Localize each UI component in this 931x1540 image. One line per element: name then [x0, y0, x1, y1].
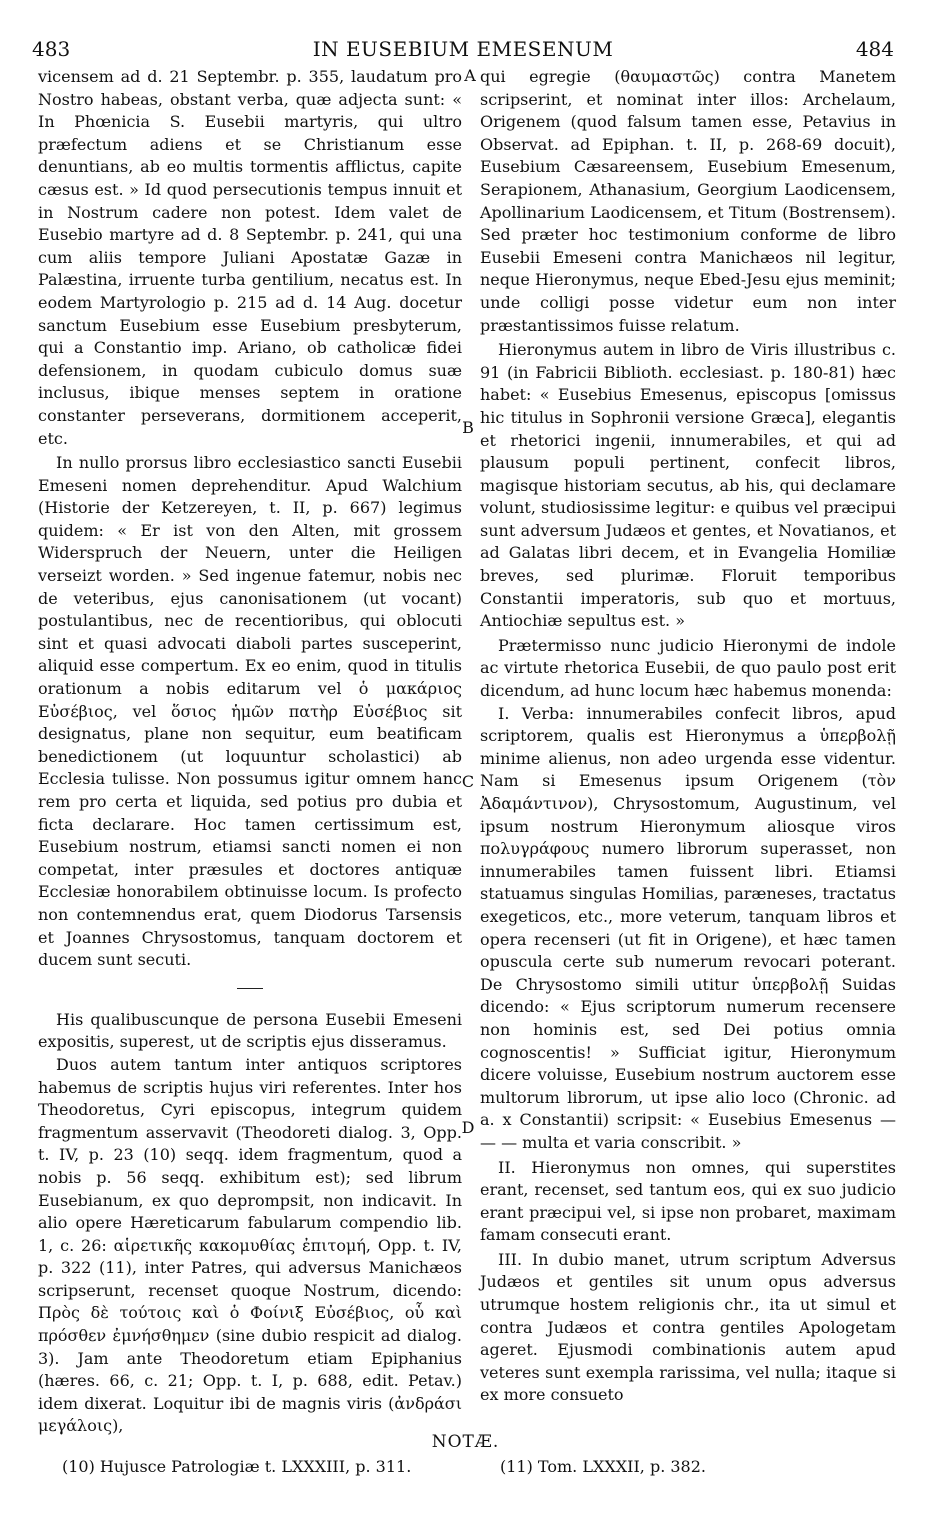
notes-heading: NOTÆ.	[431, 1432, 500, 1452]
footnote-10: (10) Hujusce Patrologiæ t. LXXXIII, p. 311.	[62, 1457, 412, 1476]
right-column	[480, 66, 896, 1407]
left-paragraph-3: His qualibuscunque de persona Eusebii Emeseni expositis, superest, ut de scriptis ejus disseramus.	[38, 1009, 462, 1052]
margin-letter-c: C	[461, 772, 475, 791]
right-paragraph-1: qui egregie (θαυμαστῶς) contra Manetem scripserint, et nominat inter illos: Archelaum, Origenem (quod falsum tamen esse, Petavius in Observat. ad Epiphan. t. II, p. 268-69 docuit), Eusebium Cæsareensem, Eusebium Emesenum, Serapionem, Athanasium, Georgium Laodicensem, Apollinarium Laodicensem, et Titum (Bostrensem). Sed præter hoc testimonium conforme de libro Eusebii Emeseni contra Manichæos nil legitur, neque Hieronymus, neque Ebed-Jesu ejus meminit; unde colligi posse videtur eum non inter præstantissimos fuisse relatum.	[480, 67, 896, 335]
margin-letter-a: A	[464, 66, 476, 85]
left-paragraph-4: Duos autem tantum inter antiquos scriptores habemus de scriptis hujus viri referentes. Inter hos Theodoretus, Cyri episcopus, integrum quidem fragmentum asservavit (Theodoreti dialog. 3, Opp. t. IV, p. 23 (10) seqq. idem fragmentum, quod a nobis p. 56 seqq. exhibitum est); sed librum Eusebianum, ex quo deprompsit, non indicavit. In alio opere Hæreticarum fabularum compendio lib. 1, c. 26: αἱρετικῆς κακομυθίας ἐπιτομή, Opp. t. IV, p. 322 (11), inter Patres, qui adversus Manichæos scripserunt, recenset quoque Nostrum, dicendo: Πρὸς δὲ τούτοις καὶ ὁ Φοίνιξ Εὐσέβιος, οὗ καὶ πρόσθεν ἐμνήσθημεν (sine dubio respicit ad dialog. 3). Jam ante Theodoretum etiam Epiphanius (hæres. 66, c. 21; Opp. t. I, p. 688, edit. Petav.) idem dixerat. Loquitur ibi de magnis viris (ἀνδράσι μεγάλοις),	[38, 1054, 462, 1436]
footnote-11: (11) Tom. LXXXII, p. 382.	[500, 1457, 706, 1476]
right-paragraph-5: II. Hieronymus non omnes, qui superstites erant, recenset, sed tantum eos, qui ex suo judicio erant præcipui vel, si ipse non probaret, maximam famam consecuti erant.	[480, 1157, 896, 1245]
margin-letter-d: D	[461, 1118, 475, 1137]
margin-letter-b: B	[462, 418, 474, 437]
right-paragraph-2: Hieronymus autem in libro de Viris illustribus c. 91 (in Fabricii Biblioth. ecclesiast. p. 180-81) hæc habet: « Eusebius Emesenus, episcopus [omissus hic titulus in Sophronii versione Græca], elegantis et rhetorici ingenii, innumerabiles, et qui ad plausum populi pertinent, confecit libros, magisque historiam secutus, ab his, qui declamare volunt, studiosissime legitur: e quibus vel præcipui sunt adversum Judæos et gentes, et Novatianos, et ad Galatas libri decem, et in Evangelia Homiliæ breves, sed plurimæ. Floruit temporibus Constantii imperatoris, sub quo et mortuus, Antiochiæ sepultus est. »	[480, 340, 896, 631]
right-paragraph-3: Prætermisso nunc judicio Hieronymi de indole ac virtute rhetorica Eusebii, de quo paulo post erit dicendum, ad hunc locum hæc habemus monenda:	[480, 635, 896, 701]
page-number-right: 484	[855, 37, 894, 61]
section-divider	[237, 988, 263, 989]
left-paragraph-1: vicensem ad d. 21 Septembr. p. 355, laudatum pro Nostro habeas, obstant verba, quæ adjecta sunt: « In Phœnicia S. Eusebii martyris, qui ultro præfectum adiens et se Christianum esse denuntians, ab eo multis tormentis afflictus, capite cæsus est. » Id quod persecutionis tempus innuit et in Nostrum cadere non potest. Idem valet de Eusebio martyre ad d. 8 Septembr. p. 241, qui una cum aliis tempore Juliani Apostatæ Gazæ in Palæstina, irruente turba gentilium, necatus est. In eodem Martyrologio p. 215 ad d. 14 Aug. docetur sanctum Eusebium esse Eusebium presbyterum, qui a Constantio imp. Ariano, ob catholicæ fidei defensionem, in quodam cubiculo domus suæ inclusus, ibique menses septem in oratione constanter perseverans, dormitionem acceperit, etc.	[38, 67, 462, 448]
right-paragraph-4: I. Verba: innumerabiles confecit libros, apud scriptorem, qualis est Hieronymus a ὑπερβολῇ minime alienus, non adeo urgenda esse videntur. Nam si Emesenus ipsum Origenem (τὸν Ἀδαμάντινον), Chrysostomum, Augustinum, vel ipsum nostrum Hieronymum aliosque viros πολυγράφους numero librorum superasset, non innumerabiles tamen fuissent libri. Etiamsi statuamus singulas Homilias, parænesеs, tractatus exegeticos, etc., more veterum, tanquam libros et opera recenseri (ut fit in Origene), et hæc tamen opuscula certe sub numerum revocari poterant. De Chrysostomo simili utitur ὑπερβολῇ Suidas dicendo: « Ejus scriptorum numerum recensere non hominis est, sed Dei potius omnia cognoscentis! » Sufficiat igitur, Hieronymum dicere voluisse, Eusebium nostrum auctorem esse multorum librorum, ut ipse alio loco (Chronic. ad a. x Constantii) scripsit: « Eusebius Emesenus — — — multa et varia conscribit. »	[480, 703, 896, 1152]
page-number-left: 483	[32, 37, 71, 61]
left-column	[38, 66, 462, 1438]
right-paragraph-6: III. In dubio manet, utrum scriptum Adversus Judæos et gentiles sit unum opus adversus utrumque hostem religionis chr., ita ut simul et contra Judæos et contra gentiles Apologetam ageret. Ejusmodi combinationis autem apud veteres sunt exempla rarissima, vel nulla; itaque si ex more consueto	[480, 1249, 896, 1405]
page-header	[32, 36, 894, 62]
left-paragraph-2: In nullo prorsus libro ecclesiastico sancti Eusebii Emeseni nomen deprehenditur. Apud Walchium (Historie der Ketzereyen, t. II, p. 667) legimus quidem: « Er ist von den Alten, mit grossem Widerspruch der Neuern, unter die Heiligen verseizt worden. » Sed ingenue fatemur, nobis nec de veteribus, ejus canonisationem (ut vocant) postulantibus, nec de recentioribus, qui oblocuti sint et quasi advocati diaboli partes susceperint, aliquid esse compertum. Ex eo enim, quod in titulis orationum a nobis editarum vel ὁ μακάριος Εὐσέβιος, vel ὅσιος ἡμῶν πατὴρ Εὐσέβιος sit designatus, plane non sequitur, eum beatificam benedictionem (ut loquuntur scholastici) ab Ecclesia tulisse. Non possumus igitur omnem hanc rem pro certa et liquida, sed potius pro dubia et ficta declarare. Hoc tamen certissimum est, Eusebium nostrum, etiamsi sancti nomen ei non competat, inter præsules et doctores antiquæ Ecclesiæ honorabilem obtinuisse locum. Is profecto non contemnendus erat, quem Diodorus Tarsensis et Joannes Chrysostomus, tanquam doctorem et ducem sunt secuti.	[38, 453, 462, 970]
running-title: IN EUSEBIUM EMESENUM	[312, 37, 614, 61]
